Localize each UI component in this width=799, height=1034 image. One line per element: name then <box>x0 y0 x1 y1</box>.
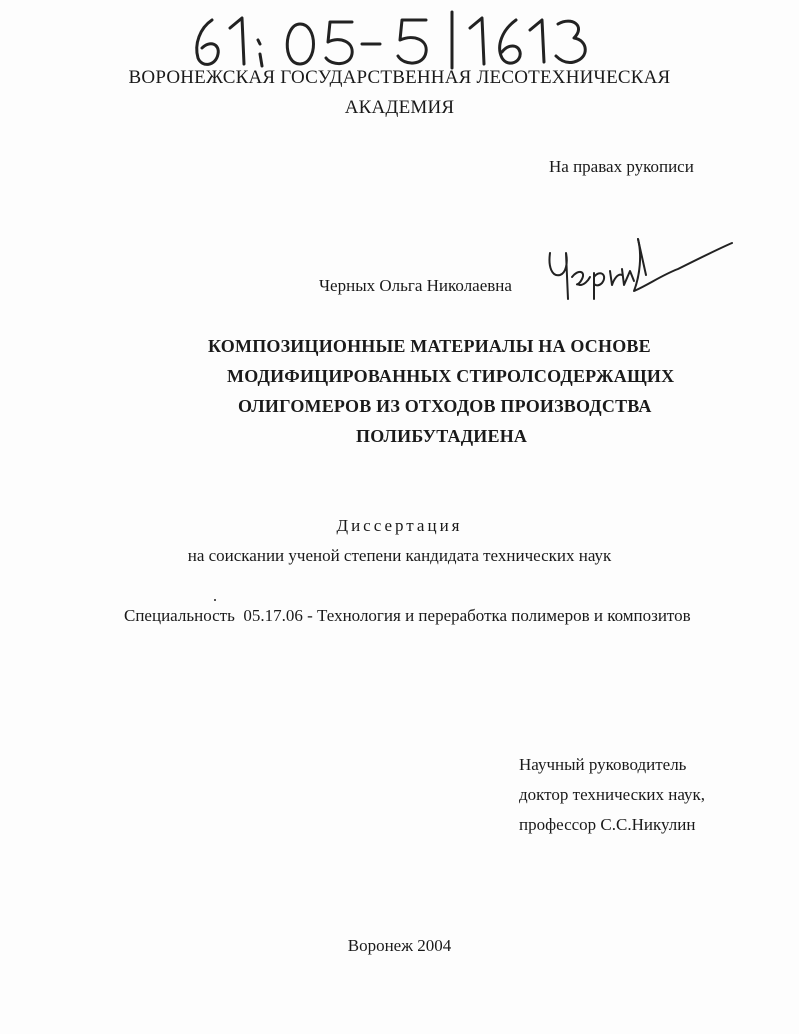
specialty-line: Специальность 05.17.06 - Технология и переработка полимеров и композитов <box>124 606 691 625</box>
supervisor-line-2: доктор технических наук, <box>519 785 706 804</box>
handwritten-archive-number-drawing <box>190 6 610 70</box>
author-signature-drawing <box>538 215 738 305</box>
degree-line: на соискании ученой степени кандидата технических наук <box>187 546 612 565</box>
title-line-1: КОМПОЗИЦИОННЫЕ МАТЕРИАЛЫ НА ОСНОВЕ <box>208 336 651 356</box>
handwritten-archive-number <box>190 6 610 70</box>
title-line-4: ПОЛИБУТАДИЕНА <box>356 426 528 446</box>
place-and-year: Воронеж 2004 <box>347 936 452 955</box>
supervisor-line-3: профессор С.С.Никулин <box>519 815 696 834</box>
document-type: Диссертация <box>336 516 463 535</box>
organization-line-1: ВОРОНЕЖСКАЯ ГОСУДАРСТВЕННАЯ ЛЕСОТЕХНИЧЕСКАЯ <box>128 67 671 88</box>
author-name: Черных Ольга Николаевна <box>319 276 512 295</box>
title-line-3: ОЛИГОМЕРОВ ИЗ ОТХОДОВ ПРОИЗВОДСТВА <box>238 396 652 416</box>
manuscript-rights: На правах рукописи <box>549 157 694 176</box>
supervisor-line-1: Научный руководитель <box>519 755 687 774</box>
author-signature <box>538 215 738 305</box>
speck <box>214 599 216 601</box>
organization-line-2: АКАДЕМИЯ <box>344 97 455 118</box>
title-line-2: МОДИФИЦИРОВАННЫХ СТИРОЛСОДЕРЖАЩИХ <box>227 366 675 386</box>
